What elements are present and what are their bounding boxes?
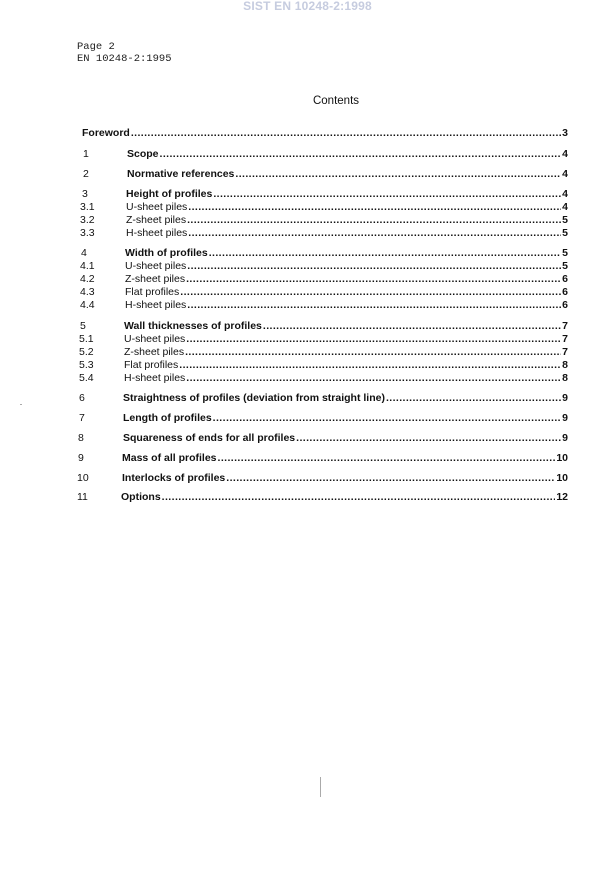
toc-page: 8 xyxy=(562,359,568,371)
toc-number: 10 xyxy=(77,472,89,484)
toc-number: 4.2 xyxy=(80,273,95,285)
toc-title: Foreword xyxy=(82,127,130,139)
toc-title: Height of profiles xyxy=(126,188,213,200)
contents-title: Contents xyxy=(312,95,360,107)
toc-number: 5.4 xyxy=(79,372,94,384)
toc-title: Flat profiles xyxy=(124,359,179,371)
toc-page: 5 xyxy=(562,227,568,239)
toc-page: 5 xyxy=(562,260,568,272)
toc-entry xyxy=(78,432,568,445)
toc-title: H-sheet piles xyxy=(126,227,188,239)
toc-number: 4 xyxy=(81,247,87,259)
toc-title: U-sheet piles xyxy=(126,201,188,213)
toc-number: 6 xyxy=(79,392,85,404)
toc-entry xyxy=(80,273,568,286)
toc-page: 5 xyxy=(562,214,568,226)
toc-entry xyxy=(79,372,568,385)
toc-entry xyxy=(80,299,568,312)
toc-number: 4.4 xyxy=(80,299,95,311)
toc-title: Scope xyxy=(127,148,159,160)
toc-page: 6 xyxy=(562,286,568,298)
toc-number: 5.3 xyxy=(79,359,94,371)
toc-page: 12 xyxy=(556,491,568,503)
toc-page: 7 xyxy=(562,320,568,332)
toc-page: 4 xyxy=(562,201,568,213)
toc-entry xyxy=(77,491,568,504)
toc-number: 5.2 xyxy=(79,346,94,358)
toc-number: 1 xyxy=(83,148,89,160)
toc-title: Interlocks of profiles xyxy=(122,472,226,484)
toc-title: Straightness of profiles (deviation from straight line) xyxy=(123,392,385,404)
toc-page: 8 xyxy=(562,372,568,384)
toc-number: 2 xyxy=(83,168,89,180)
toc-title: Squareness of ends for all profiles xyxy=(123,432,296,444)
toc-number: 3.3 xyxy=(80,227,95,239)
scan-mark xyxy=(320,777,321,797)
toc-entry xyxy=(79,359,568,372)
toc-page: 10 xyxy=(556,452,568,464)
toc-entry xyxy=(83,148,568,161)
toc-page: 4 xyxy=(562,188,568,200)
toc-entry xyxy=(80,260,568,273)
toc-entry xyxy=(80,227,568,240)
toc-entry xyxy=(80,320,568,333)
toc-title: Flat profiles xyxy=(125,286,180,298)
toc-title: H-sheet piles xyxy=(124,372,186,384)
toc-number: 11 xyxy=(77,491,88,503)
toc-page: 6 xyxy=(562,299,568,311)
toc-title: Length of profiles xyxy=(123,412,212,424)
toc-entry xyxy=(82,127,568,140)
toc-number: 8 xyxy=(78,432,84,444)
toc-page: 4 xyxy=(562,148,568,160)
toc-number: 3.1 xyxy=(80,201,95,213)
toc-entry xyxy=(80,214,568,227)
toc-title: Options xyxy=(121,491,161,503)
toc-page: 9 xyxy=(562,392,568,404)
toc-number: 5.1 xyxy=(79,333,94,345)
toc-entry xyxy=(81,247,568,260)
toc-page: 9 xyxy=(562,412,568,424)
toc-page: 5 xyxy=(562,247,568,259)
toc-page: 7 xyxy=(562,333,568,345)
toc-page: 10 xyxy=(556,472,568,484)
scan-dot xyxy=(20,404,22,405)
toc-page: 9 xyxy=(562,432,568,444)
toc-page: 7 xyxy=(562,346,568,358)
toc-title: Wall thicknesses of profiles xyxy=(124,320,262,332)
toc-title: Z-sheet piles xyxy=(125,273,186,285)
standard-id: EN 10248-2:1995 xyxy=(77,53,172,65)
toc-title: H-sheet piles xyxy=(125,299,187,311)
toc-number: 5 xyxy=(80,320,86,332)
watermark: SIST EN 10248-2:1998 xyxy=(243,0,372,13)
toc-entry xyxy=(82,188,568,201)
toc-title: U-sheet piles xyxy=(125,260,187,272)
toc-entry xyxy=(79,412,568,425)
toc-number: 3 xyxy=(82,188,88,200)
toc-number: 3.2 xyxy=(80,214,95,226)
toc-number: 9 xyxy=(78,452,84,464)
toc-entry xyxy=(79,346,568,359)
toc-number: 4.3 xyxy=(80,286,95,298)
toc-page: 3 xyxy=(562,127,568,139)
toc-number: 7 xyxy=(79,412,85,424)
toc-title: Z-sheet piles xyxy=(126,214,187,226)
toc-page: 4 xyxy=(562,168,568,180)
toc-entry xyxy=(78,452,568,465)
toc-entry xyxy=(79,392,568,405)
toc-number: 4.1 xyxy=(80,260,95,272)
toc-entry xyxy=(79,333,568,346)
toc-page: 6 xyxy=(562,273,568,285)
toc-entry xyxy=(77,472,568,485)
toc-title: Normative references xyxy=(127,168,235,180)
toc-title: Mass of all profiles xyxy=(122,452,217,464)
toc-entry xyxy=(83,168,568,181)
toc-title: Width of profiles xyxy=(125,247,208,259)
toc-entry xyxy=(80,201,568,214)
toc-title: Z-sheet piles xyxy=(124,346,185,358)
toc-title: U-sheet piles xyxy=(124,333,186,345)
page-number: Page 2 xyxy=(77,41,115,53)
toc-entry xyxy=(80,286,568,299)
